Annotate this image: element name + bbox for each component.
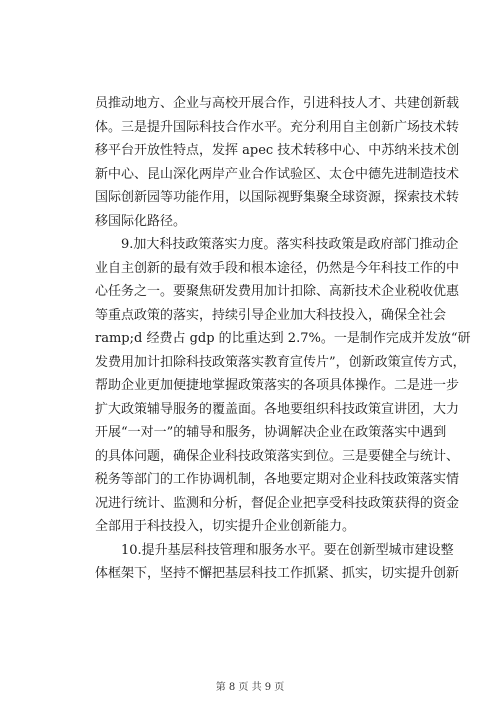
text-line: 帮助企业更加便捷地掌握政策落实的各项具体操作。二是进一步 (95, 378, 460, 393)
text-line: 扩大政策辅导服务的覆盖面。各地要组织科技政策宣讲团，大力 (95, 401, 460, 417)
text-line: 10.提升基层科技管理和服务水平。要在创新型城市建设整 (121, 542, 454, 558)
text-line: 发费用加计扣除科技政策落实教育宣传片”，创新政策宣传方式， (95, 354, 466, 370)
text-line: 新中心、昆山深化两岸产业合作试验区、太仓中德先进制造技术 (95, 166, 460, 182)
paragraph (95, 539, 460, 586)
document-body (95, 92, 471, 586)
text-line: 移国际化路径。 (95, 213, 187, 229)
text-line: 的具体问题，确保企业科技政策落实到位。三是要健全与统计、 (95, 448, 460, 464)
text-line: 移平台开放性特点，发挥 apec 技术转移中心、中苏纳米技术创 (95, 143, 460, 158)
text-line: 等重点政策的落实，持续引导企业加大科技投入，确保全社会 (95, 307, 447, 323)
text-line: 9.加大科技政策落实力度。落实科技政策是政府部门推动企 (121, 237, 459, 252)
text-line: 员推动地方、企业与高校开展合作，引进科技人才、共建创新载 (95, 96, 460, 111)
text-line: 体。三是提升国际科技合作水平。充分利用自主创新广场技术转 (95, 119, 460, 135)
text-line: 全部用于科技投入，切实提升企业创新能力。 (95, 519, 356, 534)
page-footer: 第 8 页 共 9 页 (215, 682, 285, 693)
text-line: 国际创新园等功能作用，以国际视野集聚全球资源，探索技术转 (95, 190, 460, 205)
text-line: 税务等部门的工作协调机制，各地要定期对企业科技政策落实情 (95, 472, 460, 487)
text-line: ramp;d 经费占 gdp 的比重达到 2.7%。一是制作完成并发放“研 (95, 331, 471, 346)
paragraph (95, 233, 471, 539)
text-line: 体框架下，坚持不懈把基层科技工作抓紧、抓实，切实提升创新 (95, 566, 460, 581)
text-line: 业自主创新的最有效手段和根本途径，仍然是今年科技工作的中 (95, 260, 460, 276)
paragraph (95, 92, 460, 233)
text-line: 心任务之一。要聚焦研发费用加计扣除、高新技术企业税收优惠 (95, 284, 460, 299)
text-line: 开展“一对一”的辅导和服务，协调解决企业在政策落实中遇到 (95, 425, 447, 440)
text-line: 况进行统计、监测和分析，督促企业把享受科技政策获得的资金 (95, 495, 460, 511)
